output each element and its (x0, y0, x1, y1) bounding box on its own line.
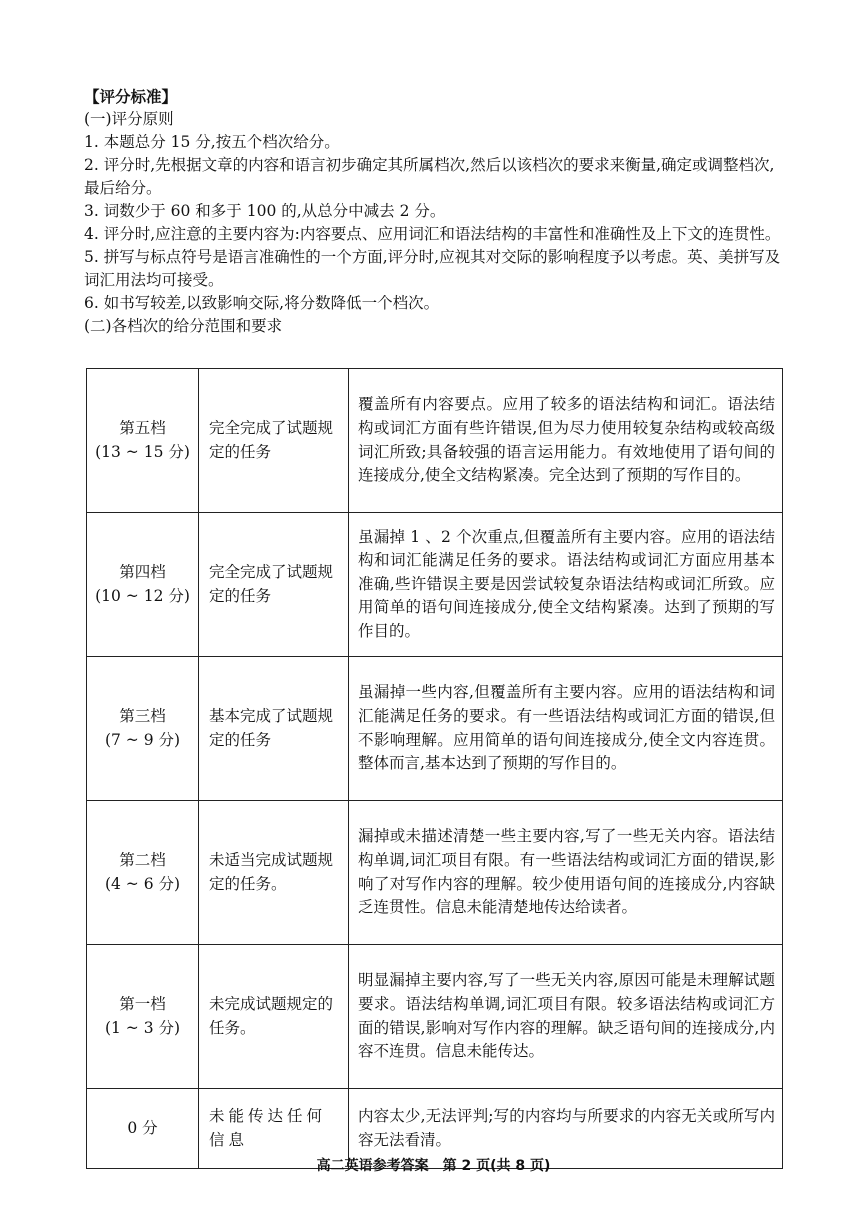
band-summary: 未能传达任何信息 (199, 1089, 349, 1169)
table-row (87, 513, 783, 657)
table-row (87, 657, 783, 801)
band-level-cell (87, 657, 199, 801)
band-level: 第一档 (119, 994, 166, 1013)
band-range: (13 ~ 15 分) (95, 442, 190, 461)
band-requirement: 虽漏掉 1 、2 个次重点,但覆盖所有主要内容。应用的语法结构和词汇能满足任务的要求。语法结构或词汇方面应用基本准确,些许错误主要是因尝试较复杂语法结构或词汇所致。应用简单的语句间连接成分,使全文结构紧凑。达到了预期的写作目的。 (349, 513, 783, 657)
band-level: 0 分 (127, 1118, 158, 1137)
scoring-section (84, 86, 786, 338)
bands-title: (二)各档次的给分范围和要求 (84, 317, 283, 335)
band-range: (1 ~ 3 分) (104, 1018, 181, 1037)
band-requirement: 明显漏掉主要内容,写了一些无关内容,原因可能是未理解试题要求。语法结构单调,词汇项目有限。较多语法结构或词汇方面的错误,影响对写作内容的理解。缺乏语句间的连接成分,内容不连贯。信息未能传达。 (349, 945, 783, 1089)
band-summary: 未适当完成试题规定的任务。 (199, 801, 349, 945)
table-row (87, 801, 783, 945)
principle-item: 3. 词数少于 60 和多于 100 的,从总分中减去 2 分。 (84, 202, 446, 220)
principle-item: 4. 评分时,应注意的主要内容为:内容要点、应用词汇和语法结构的丰富性和准确性及上下文的连贯性。 (84, 225, 781, 243)
band-level: 第四档 (119, 562, 166, 581)
band-range: (10 ~ 12 分) (95, 586, 190, 605)
band-requirement: 漏掉或未描述清楚一些主要内容,写了一些无关内容。语法结构单调,词汇项目有限。有一些语法结构或词汇方面的错误,影响了对写作内容的理解。较少使用语句间的连接成分,内容缺乏连贯性。信息未能清楚地传达给读者。 (349, 801, 783, 945)
principles-title: (一)评分原则 (84, 110, 174, 128)
band-requirement: 虽漏掉一些内容,但覆盖所有主要内容。应用的语法结构和词汇能满足任务的要求。有一些语法结构或词汇方面的错误,但不影响理解。应用简单的语句间连接成分,使全文内容连贯。整体而言,基本达到了预期的写作目的。 (349, 657, 783, 801)
page-footer: 高二英语参考答案 第 2 页(共 8 页) (316, 1158, 551, 1174)
band-summary: 完全完成了试题规定的任务 (199, 513, 349, 657)
band-requirement: 内容太少,无法评判;写的内容均与所要求的内容无关或所写内容无法看清。 (349, 1089, 783, 1169)
table-row (87, 369, 783, 513)
band-range: (7 ~ 9 分) (104, 730, 181, 749)
band-level: 第三档 (119, 706, 166, 725)
principle-item: 1. 本题总分 15 分,按五个档次给分。 (84, 133, 340, 151)
principle-item: 5. 拼写与标点符号是语言准确性的一个方面,评分时,应视其对交际的影响程度予以考虑。英、美拼写及词汇用法均可接受。 (84, 248, 781, 289)
band-level-cell (87, 801, 199, 945)
band-summary: 基本完成了试题规定的任务 (199, 657, 349, 801)
table-row (87, 945, 783, 1089)
band-summary: 完全完成了试题规定的任务 (199, 369, 349, 513)
band-requirement: 覆盖所有内容要点。应用了较多的语法结构和词汇。语法结构或词汇方面有些许错误,但为尽力使用较复杂结构或较高级词汇所致;具备较强的语言运用能力。有效地使用了语句间的连接成分,使全文结构紧凑。完全达到了预期的写作目的。 (349, 369, 783, 513)
band-level-cell (87, 945, 199, 1089)
section-heading: 【评分标准】 (84, 88, 178, 106)
band-level-cell (87, 369, 199, 513)
band-range: (4 ~ 6 分) (104, 874, 181, 893)
band-level-cell (87, 513, 199, 657)
band-summary: 未完成试题规定的任务。 (199, 945, 349, 1089)
scoring-bands-table (86, 368, 783, 1169)
principle-item: 2. 评分时,先根据文章的内容和语言初步确定其所属档次,然后以该档次的要求来衡量,确定或调整档次,最后给分。 (84, 156, 775, 197)
band-level: 第二档 (119, 850, 166, 869)
principle-item: 6. 如书写较差,以致影响交际,将分数降低一个档次。 (84, 294, 440, 312)
band-level: 第五档 (119, 418, 166, 437)
